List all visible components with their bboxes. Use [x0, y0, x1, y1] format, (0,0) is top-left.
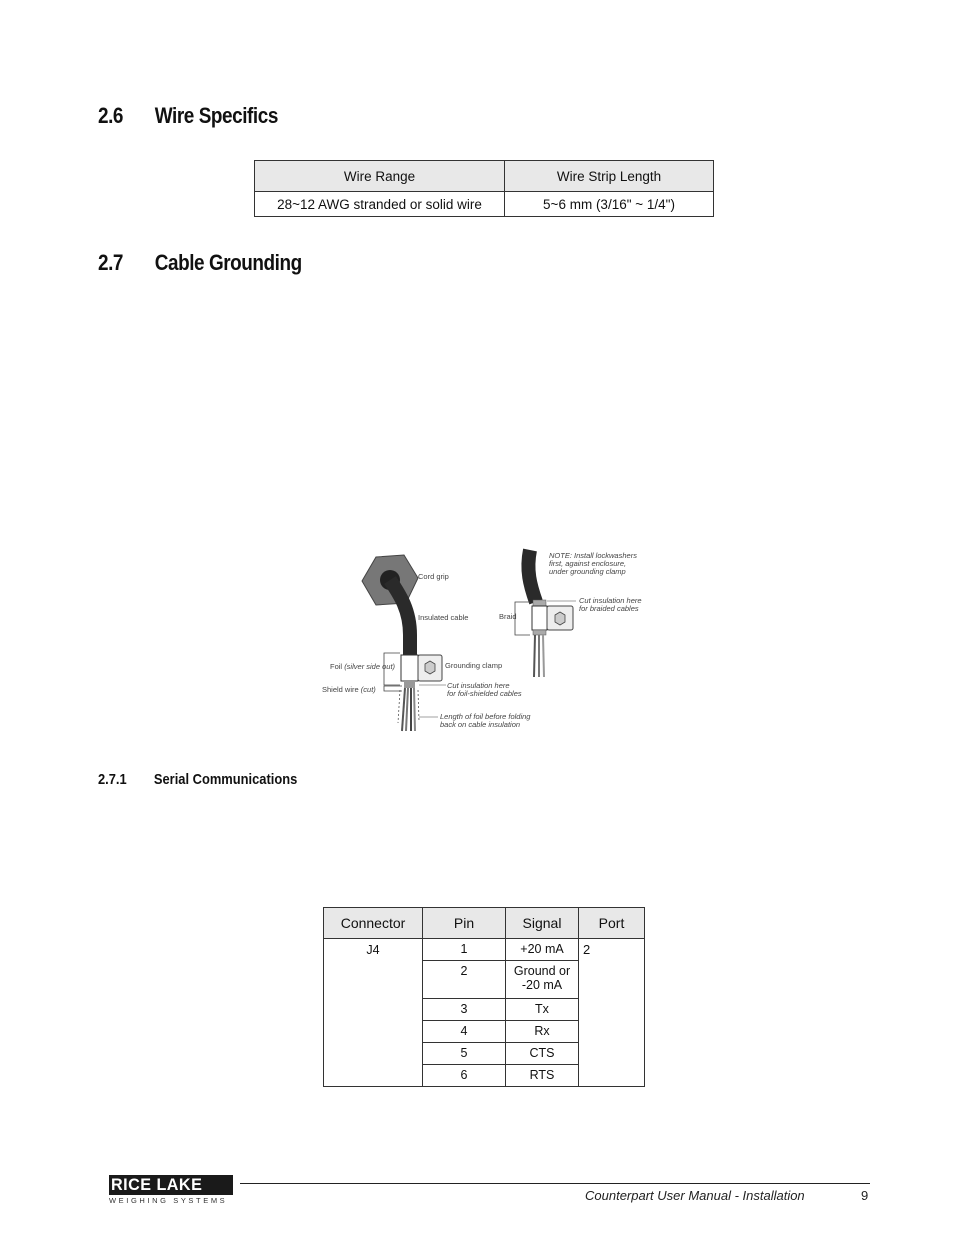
connector-cell: J4	[324, 939, 423, 1087]
pin-cell: 2	[423, 961, 506, 999]
section-heading-2-6	[98, 103, 278, 129]
label-shield-wire: Shield wire (cut)	[322, 685, 376, 694]
shield-dash-left	[398, 690, 400, 723]
label-note-3: under grounding clamp	[549, 567, 626, 576]
foil-left	[404, 682, 415, 688]
signal-cell: CTS	[506, 1043, 579, 1065]
braid-bottom	[533, 630, 546, 635]
rice-lake-logo	[109, 1175, 233, 1207]
section-title: Cable Grounding	[154, 250, 302, 275]
section-number: 2.7	[98, 250, 124, 275]
table-header: Signal	[506, 908, 579, 939]
signal-cell	[506, 961, 579, 999]
section-number: 2.6	[98, 103, 124, 128]
table-header: Connector	[324, 908, 423, 939]
table-cell: 28~12 AWG stranded or solid wire	[255, 192, 505, 217]
logo-subtext: WEIGHING SYSTEMS	[109, 1196, 228, 1205]
signal-line-2: -20 mA	[521, 978, 563, 992]
table-row	[255, 192, 714, 217]
wire-right-3	[543, 635, 544, 677]
table-header: Wire Strip Length	[505, 161, 714, 192]
section-title: Serial Communications	[153, 771, 298, 788]
label-braid: Braid	[499, 612, 517, 621]
insulated-cable-right	[528, 550, 536, 602]
label-cord-grip: Cord grip	[418, 572, 449, 581]
clamp-nut-left	[425, 661, 435, 674]
pin-cell: 1	[423, 939, 506, 961]
section-heading-2-7-1	[98, 771, 297, 788]
serial-communications-table	[323, 907, 645, 1087]
clamp-nut-right	[555, 612, 565, 625]
pin-cell: 5	[423, 1043, 506, 1065]
page-number: 9	[861, 1188, 869, 1203]
wire-left-4	[414, 688, 415, 731]
section-heading-2-7	[98, 250, 302, 276]
label-grounding-clamp: Grounding clamp	[445, 661, 503, 670]
table-row	[324, 939, 645, 961]
grounding-clamp-right	[532, 606, 547, 630]
footer-title: Counterpart User Manual - Installation	[585, 1188, 805, 1203]
section-number: 2.7.1	[98, 771, 127, 788]
pin-cell: 3	[423, 999, 506, 1021]
section-title: Wire Specifics	[154, 103, 278, 128]
label-length-foil-1: Length of foil before folding	[440, 712, 531, 721]
port-cell: 2	[579, 939, 645, 1087]
pin-cell: 4	[423, 1021, 506, 1043]
label-cut-braid-1: Cut insulation here	[579, 596, 642, 605]
wire-specifics-table	[254, 160, 714, 217]
signal-cell: Tx	[506, 999, 579, 1021]
table-header: Pin	[423, 908, 506, 939]
table-header: Port	[579, 908, 645, 939]
label-cut-braid-2: for braided cables	[579, 604, 639, 613]
shield-bracket	[384, 686, 402, 691]
label-note-1: NOTE: Install lockwashers	[549, 551, 637, 560]
grounding-clamp-left	[401, 655, 418, 681]
label-cut-foil-1: Cut insulation here	[447, 681, 510, 690]
wire-left-1	[402, 688, 405, 731]
signal-cell: +20 mA	[506, 939, 579, 961]
label-insulated-cable: Insulated cable	[418, 613, 469, 622]
signal-cell: RTS	[506, 1065, 579, 1087]
pin-cell: 6	[423, 1065, 506, 1087]
table-header: Wire Range	[255, 161, 505, 192]
label-note-2: first, against enclosure,	[549, 559, 627, 568]
label-length-foil-2: back on cable insulation	[440, 720, 521, 729]
signal-cell: Rx	[506, 1021, 579, 1043]
braid-bracket	[515, 602, 530, 635]
foil-length-dash	[418, 690, 419, 721]
label-foil: Foil (silver side out)	[330, 662, 396, 671]
cable-grounding-diagram	[318, 545, 658, 740]
table-cell: 5~6 mm (3/16" ~ 1/4")	[505, 192, 714, 217]
wire-left-2	[406, 688, 408, 731]
logo-text: RICE LAKE	[111, 1175, 203, 1194]
signal-line-1: Ground or	[513, 964, 571, 978]
footer-divider	[240, 1183, 870, 1184]
braid-top	[533, 600, 546, 606]
label-cut-foil-2: for foil-shielded cables	[447, 689, 522, 698]
wire-right-1	[534, 635, 535, 677]
